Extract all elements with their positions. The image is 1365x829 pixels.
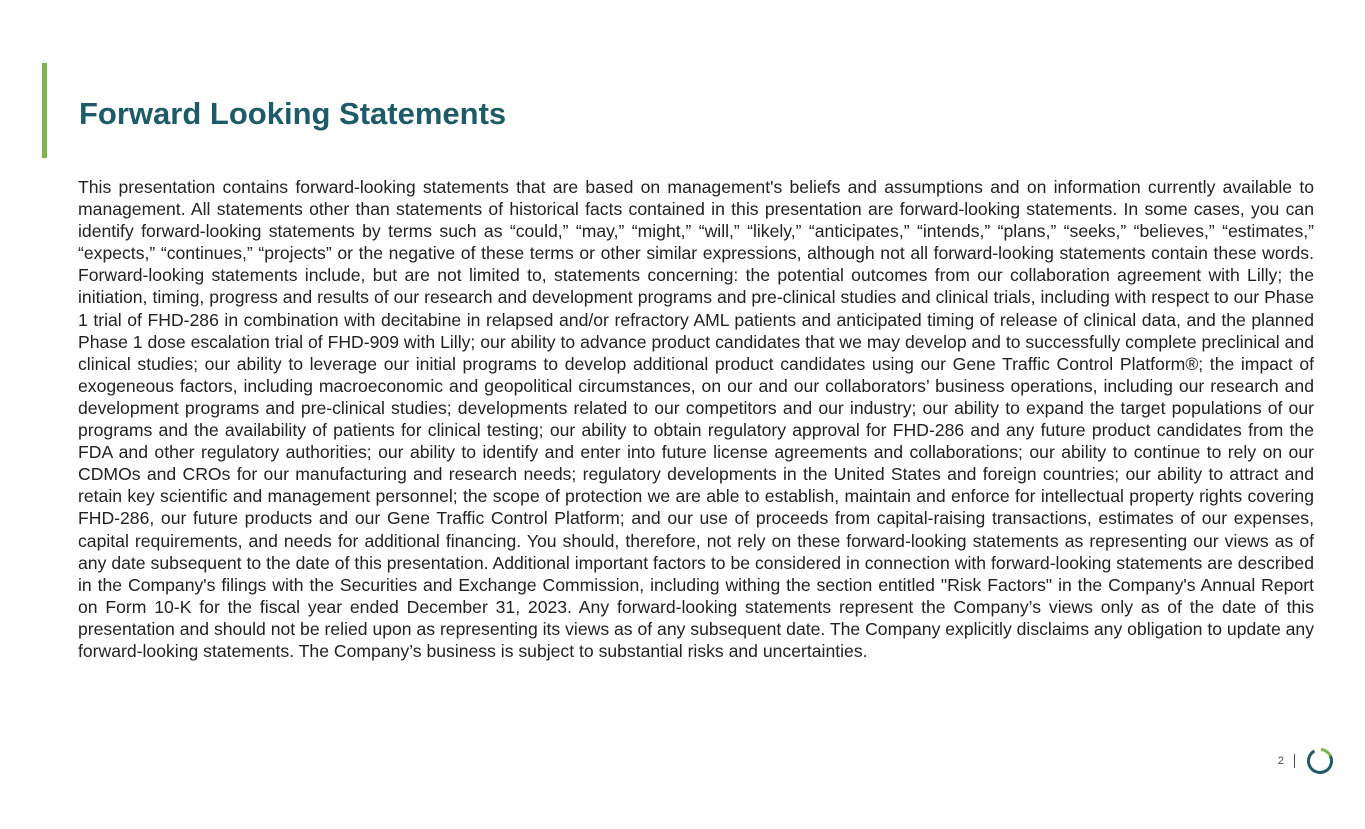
slide-title: Forward Looking Statements: [79, 96, 507, 131]
forward-looking-statement-text: This presentation contains forward-looking statements that are based on management's beliefs and assumptions and on information currently available to management. All statements other than statements of historical facts contained in this presentation are forward-looking statements. In some cases, you can identify forward-looking statements by terms such as “could,” “may,” “might,” “will,” “likely,” “anticipates,” “intends,” “plans,” “seeks,” “believes,” “estimates,” “expects,” “continues,” “projects” or the negative of these terms or other similar expressions, although not all forward-looking statements contain these words. Forward-looking statements include, but are not limited to, statements concerning: the potential outcomes from our collaboration agreement with Lilly; the initiation, timing, progress and results of our research and development programs and pre-clinical studies and clinical trials, including with respect to our Phase 1 trial of FHD-286 in combination with decitabine in relapsed and/or refractory AML patients and anticipated timing of release of clinical data, and the planned Phase 1 dose escalation trial of FHD-909 with Lilly; our ability to advance product candidates that we may develop and to successfully complete preclinical and clinical studies; our ability to leverage our initial programs to develop additional product candidates using our Gene Traffic Control Platform®; the impact of exogeneous factors, including macroeconomic and geopolitical circumstances, on our and our collaborators’ business operations, including our research and development programs and pre-clinical studies; developments related to our competitors and our industry; our ability to expand the target populations of our programs and the availability of patients for clinical testing; our ability to obtain regulatory approval for FHD-286 and any future product candidates from the FDA and other regulatory authorities; our ability to identify and enter into future license agreements and collaborations; our ability to continue to rely on our CDMOs and CROs for our manufacturing and research needs; regulatory developments in the United States and foreign countries; our ability to attract and retain key scientific and management personnel; the scope of protection we are able to establish, maintain and enforce for intellectual property rights covering FHD-286, our future products and our Gene Traffic Control Platform; and our use of proceeds from capital-raising transactions, estimates of our expenses, capital requirements, and needs for additional financing. You should, therefore, not rely on these forward-looking statements as representing our views as of any date subsequent to the date of this presentation. Additional important factors to be considered in connection with forward-looking statements are described in the Company's filings with the Securities and Exchange Commission, including withing the section entitled "Risk Factors" in the Company's Annual Report on Form 10-K for the fiscal year ended December 31, 2023. Any forward-looking statements represent the Company’s views only as of the date of this presentation and should not be relied upon as representing its views as of any subsequent date. The Company explicitly disclaims any obligation to update any forward-looking statements. The Company’s business is subject to substantial risks and uncertainties.: [78, 177, 1314, 661]
title-accent-bar: [42, 63, 47, 158]
slide-footer: [1278, 745, 1335, 777]
page-number: 2: [1277, 755, 1284, 767]
circular-ring-logo-icon: [1305, 746, 1335, 776]
footer-divider: [1294, 754, 1295, 768]
